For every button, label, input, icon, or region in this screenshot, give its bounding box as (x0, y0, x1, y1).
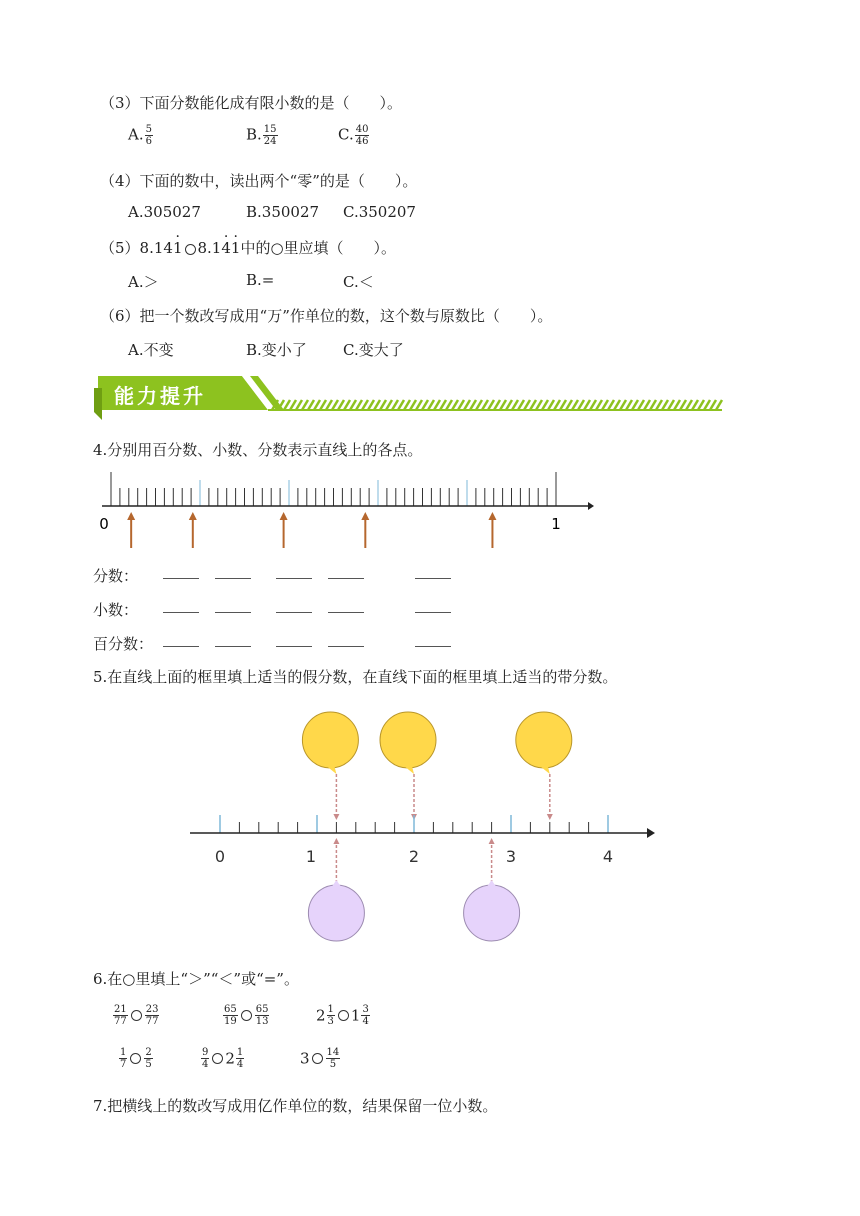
answer-blank[interactable] (328, 612, 364, 613)
q4-option-a[interactable]: A.305027 (128, 203, 201, 221)
p4-arrow (488, 512, 496, 548)
answer-blank[interactable] (328, 646, 364, 647)
p5-balloon-top (516, 712, 572, 820)
p5-label: 2 (408, 847, 420, 866)
p5-label: 3 (505, 847, 517, 866)
p7-stem: 7.把横线上的数改写成用亿作单位的数，结果保留一位小数。 (93, 1097, 498, 1115)
p5-stem: 5.在直线上面的框里填上适当的假分数，在直线下面的框里填上适当的带分数。 (93, 668, 618, 686)
q6-option-c[interactable]: C.变大了 (343, 341, 404, 359)
p6-item-4[interactable]: $\frac{1}{7}$ $\frac{2}{5}$ (120, 1047, 152, 1070)
answer-blank[interactable] (328, 578, 364, 579)
q5-stem: （5）8.141 · 8.14 ·1 ·中的○里应填（ ）。 (100, 237, 396, 258)
p4-arrow (361, 512, 369, 548)
p5-label: 0 (214, 847, 226, 866)
answer-blank[interactable] (276, 646, 312, 647)
p5-label: 4 (602, 847, 614, 866)
p4-row-percent: 百分数： (93, 635, 154, 653)
q3-option-b[interactable]: B. $\frac{15}{24}$ (246, 124, 277, 147)
p4-arrow (127, 512, 135, 548)
p5-label: 1 (305, 847, 317, 866)
answer-blank[interactable] (215, 612, 251, 613)
p5-balloon-bottom (305, 838, 364, 941)
q3-option-c[interactable]: C. $\frac{40}{46}$ (338, 124, 369, 147)
q6-option-a[interactable]: A.不变 (128, 341, 174, 359)
q3-option-a[interactable]: A. $\frac{5}{6}$ (128, 124, 152, 147)
p4-label-1: 1 (551, 515, 561, 533)
q3-stem: （3）下面分数能化成有限小数的是（ ）。 (100, 94, 403, 112)
answer-blank[interactable] (276, 612, 312, 613)
p4-stem: 4.分别用百分数、小数、分数表示直线上的各点。 (93, 441, 423, 459)
p6-item-5[interactable]: $\frac{9}{4}$ 2 $\frac{1}{4}$ (202, 1047, 244, 1070)
q5-option-c[interactable]: C.＜ (343, 273, 374, 291)
section-title: 能力提升 (114, 384, 206, 408)
p4-number-line (90, 468, 600, 558)
compare-circle (185, 244, 196, 255)
answer-blank[interactable] (215, 646, 251, 647)
p6-item-2[interactable]: $\frac{65}{19}$ $\frac{65}{13}$ (224, 1004, 269, 1027)
answer-blank[interactable] (276, 578, 312, 579)
p6-item-1[interactable]: $\frac{21}{77}$ $\frac{23}{77}$ (114, 1004, 159, 1027)
answer-blank[interactable] (415, 646, 451, 647)
answer-blank[interactable] (415, 612, 451, 613)
p4-label-0: 0 (99, 515, 109, 533)
q6-stem: （6）把一个数改写成用“万”作单位的数，这个数与原数比（ ）。 (100, 307, 553, 325)
answer-blank[interactable] (163, 578, 199, 579)
p4-row-decimal: 小数： (93, 601, 139, 619)
p5-number-line (185, 700, 665, 950)
q4-option-b[interactable]: B.350027 (246, 203, 320, 221)
p4-row-fraction: 分数： (93, 567, 139, 585)
answer-blank[interactable] (415, 578, 451, 579)
p6-stem: 6.在○里填上“＞”“＜”或“=”。 (93, 970, 299, 988)
p6-item-6[interactable]: 3 $\frac{14}{5}$ (300, 1047, 340, 1070)
q6-option-b[interactable]: B.变小了 (246, 341, 307, 359)
q5-option-a[interactable]: A.＞ (128, 273, 159, 291)
q5-option-b[interactable]: B.= (246, 271, 275, 289)
p5-balloon-top (302, 712, 358, 820)
p5-balloon-top (380, 712, 436, 820)
answer-blank[interactable] (163, 646, 199, 647)
q4-option-c[interactable]: C.350207 (343, 203, 416, 221)
p4-arrow (280, 512, 288, 548)
answer-blank[interactable] (163, 612, 199, 613)
q4-stem: （4）下面的数中，读出两个“零”的是（ ）。 (100, 172, 418, 190)
p6-item-3[interactable]: 2 $\frac{1}{3}$ 1 $\frac{3}{4}$ (316, 1004, 369, 1027)
p4-arrow (189, 512, 197, 548)
answer-blank[interactable] (215, 578, 251, 579)
